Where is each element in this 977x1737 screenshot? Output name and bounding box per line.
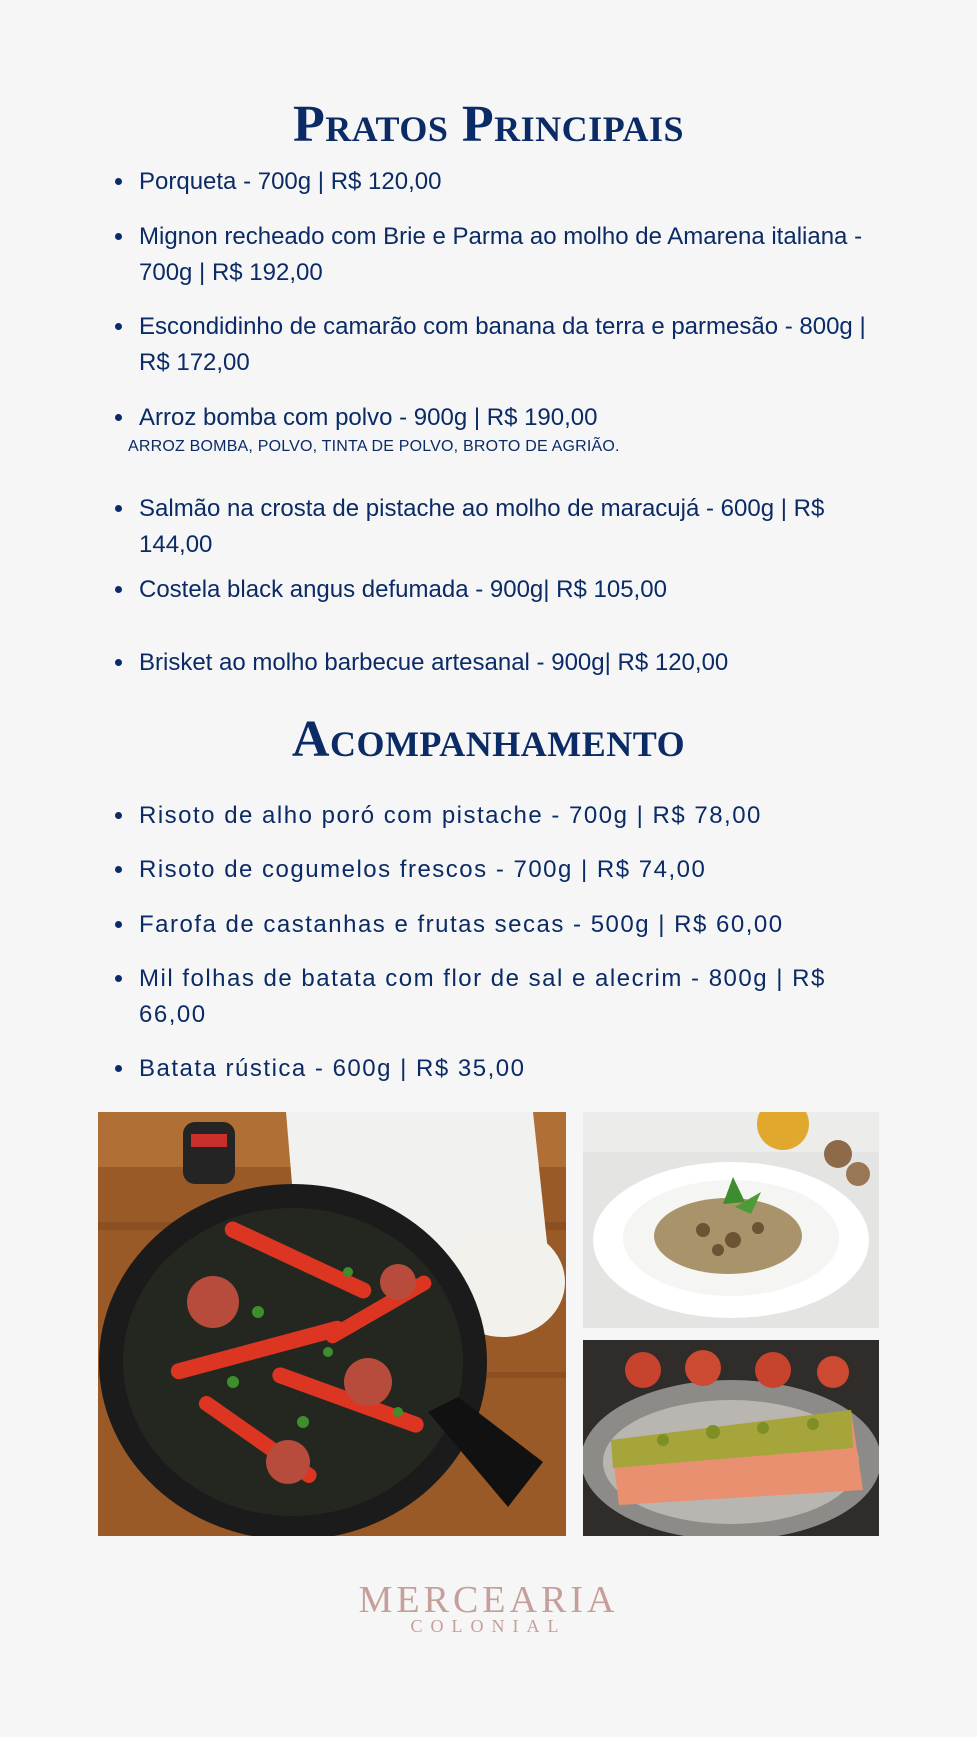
menu-item: Risoto de cogumelos frescos - 700g | R$ 74,00 bbox=[115, 852, 875, 888]
menu-item: Salmão na crosta de pistache ao molho de maracujá - 600g | R$ 144,00 bbox=[115, 491, 875, 563]
side-dishes-title: Acompanhamento bbox=[291, 711, 686, 768]
menu-item: Mil folhas de batata com flor de sal e alecrim - 800g | R$ 66,00 bbox=[115, 961, 875, 1033]
menu-item: Costela black angus defumada - 900g| R$ 105,00 bbox=[115, 572, 875, 608]
arroz-bomba-ingredients: ARROZ BOMBA, POLVO, TINTA DE POLVO, BROTO DE AGRIÃO. bbox=[128, 438, 620, 455]
main-dishes-title: Pratos Principais bbox=[292, 96, 685, 153]
menu-item: Risoto de alho poró com pistache - 700g | R$ 78,00 bbox=[115, 798, 875, 834]
menu-item: Farofa de castanhas e frutas secas - 500g | R$ 60,00 bbox=[115, 907, 875, 943]
brand-logo-name: MERCEARIA bbox=[358, 1579, 619, 1621]
menu-item: Arroz bomba com polvo - 900g | R$ 190,00 bbox=[115, 400, 875, 436]
menu-item: Porqueta - 700g | R$ 120,00 bbox=[115, 164, 875, 200]
salmon-photo bbox=[583, 1340, 879, 1536]
brand-logo-subtitle: COLONIAL bbox=[410, 1616, 567, 1636]
menu-item: Mignon recheado com Brie e Parma ao molho de Amarena italiana - 700g | R$ 192,00 bbox=[115, 219, 875, 291]
risotto-photo bbox=[583, 1112, 879, 1328]
paella-photo bbox=[98, 1112, 566, 1536]
menu-item: Batata rústica - 600g | R$ 35,00 bbox=[115, 1051, 875, 1087]
menu-item: Brisket ao molho barbecue artesanal - 900g| R$ 120,00 bbox=[115, 645, 875, 681]
menu-item: Escondidinho de camarão com banana da terra e parmesão - 800g | R$ 172,00 bbox=[115, 309, 875, 381]
